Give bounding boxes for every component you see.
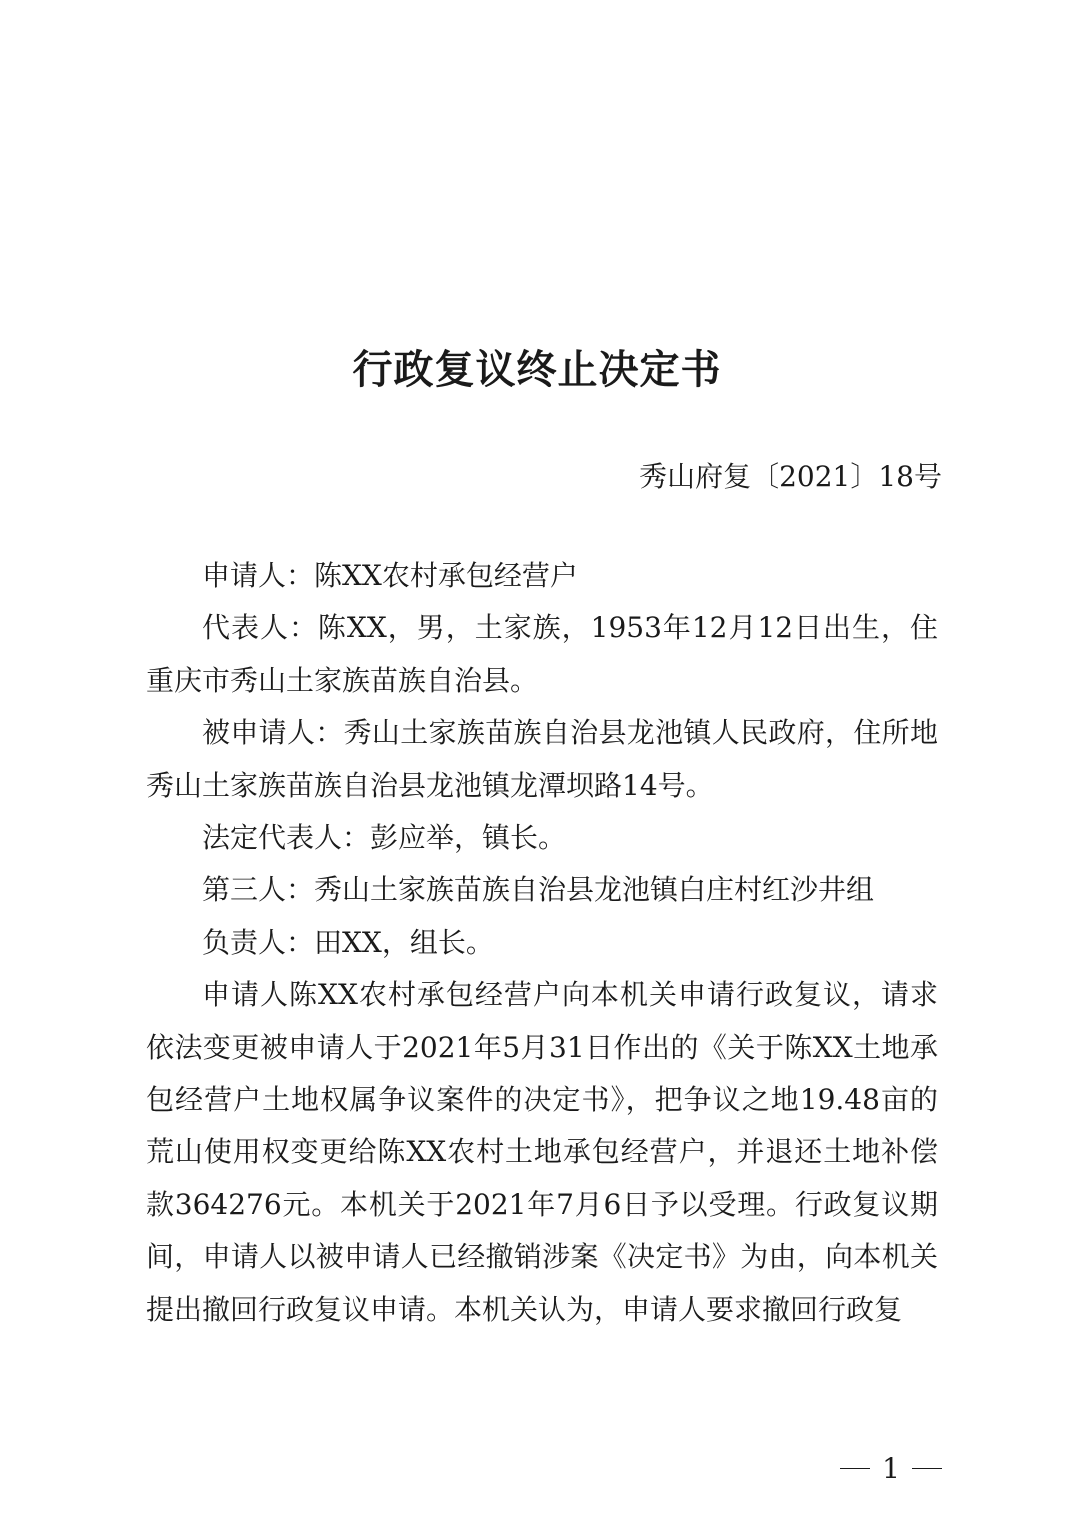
document-number: 秀山府复〔2021〕18号 [639,460,942,493]
paragraph-case-description: 申请人陈XX农村承包经营户向本机关申请行政复议，请求依法变更被申请人于2021年5月31日作出的《关于陈XX土地承包经营户土地权属争议案件的决定书》，把争议之地19.48亩的荒山使用权变更给陈XX农村土地承包经营户，并退还土地补偿款364276元。本机关于2021年7月6日予以受理。行政复议期间，申请人以被申请人已经撤销涉案《决定书》为由，向本机关提出撤回行政复议申请。本机关认为，申请人要求撤回行政复 [146,978,938,1326]
page-number: 1 [882,1452,900,1485]
document-title: 行政复议终止决定书 [352,346,722,393]
page-footer [840,1452,942,1485]
paragraph-representative: 代表人：陈XX，男，土家族，1953年12月12日出生，住重庆市秀山土家族苗族自治县。 [146,611,938,697]
footer-dash-right [912,1468,942,1469]
paragraph-person-in-charge: 负责人：田XX，组长。 [202,925,494,959]
paragraph-applicant: 申请人：陈XX农村承包经营户 [202,559,578,592]
document-body [146,550,938,1336]
paragraph-legal-representative: 法定代表人：彭应举，镇长。 [202,821,567,855]
paragraph-third-party: 第三人：秀山土家族苗族自治县龙池镇白庄村红沙井组 [202,873,875,907]
footer-dash-left [840,1468,870,1469]
paragraph-respondent: 被申请人：秀山土家族苗族自治县龙池镇人民政府，住所地秀山土家族苗族自治县龙池镇龙潭坝路14号。 [146,716,938,802]
